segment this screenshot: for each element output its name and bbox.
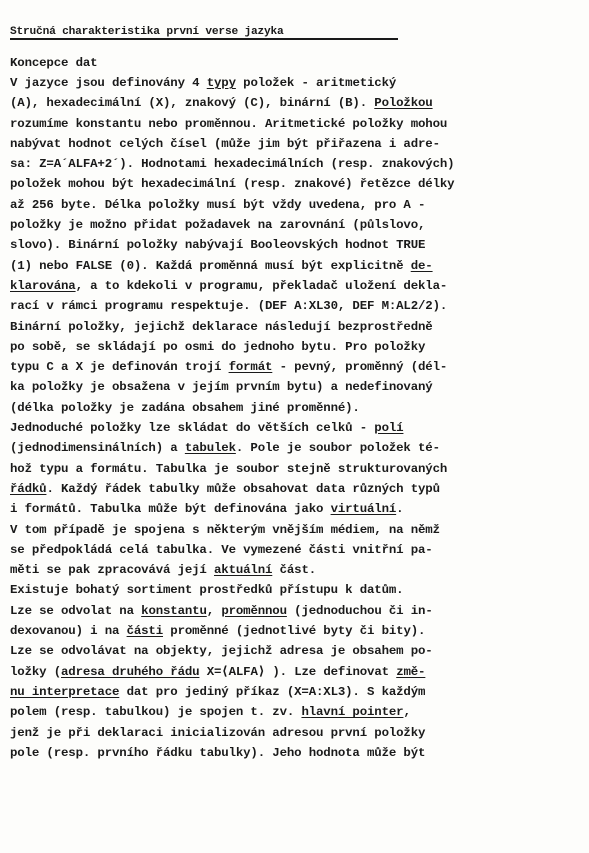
text-line <box>10 540 585 560</box>
underlined-term: nu interpretace <box>10 684 120 699</box>
text-line <box>10 398 585 418</box>
text-segment: . <box>396 502 404 517</box>
underlined-term: aktuální <box>214 563 273 578</box>
text-segment: - pevný, proměnný (dél- <box>272 360 448 375</box>
text-segment: slovo). Binární položky nabývají Booleovských hodnot TRUE <box>10 238 426 253</box>
document-title: Stručná charakteristika první verse jazyka <box>10 26 284 38</box>
text-segment: ka položky je obsažena v jejím prvním bytu) a nedefinovaný <box>10 380 433 395</box>
text-segment: Binární položky, jejichž deklarace následují bezprostředně <box>10 319 433 334</box>
text-line <box>10 276 585 296</box>
text-line <box>10 256 585 276</box>
text-segment: proměnné (jednotlivé byty či bity). <box>163 624 426 639</box>
text-line <box>10 235 585 255</box>
text-segment: část. <box>272 563 317 578</box>
underlined-term: adresa druhého řádu <box>61 664 200 679</box>
underlined-term: části <box>126 624 164 639</box>
underlined-term: tabulek <box>184 441 236 456</box>
text-line <box>10 195 585 215</box>
section-heading: Koncepce dat <box>10 56 98 70</box>
text-line <box>10 499 585 519</box>
text-segment: jenž je při deklaraci inicializován adresou první položky <box>10 725 426 740</box>
text-segment: (A), hexadecimální (X), znakový (C), binární (B). <box>10 96 375 111</box>
text-segment: nabývat hodnot celých čísel (může jim být přiřazena i adre- <box>10 136 440 151</box>
text-segment: hož typu a formátu. Tabulka je soubor stejně strukturovaných <box>10 461 448 476</box>
text-segment: V tom případě je spojena s některým vnějším médiem, na němž <box>10 522 440 537</box>
text-segment: se předpokládá celá tabulka. Ve vymezené části vnitřní pa- <box>10 542 433 557</box>
text-line <box>10 601 585 621</box>
text-line <box>10 520 585 540</box>
text-line <box>10 296 585 316</box>
text-line <box>10 337 585 357</box>
text-line <box>10 114 585 134</box>
text-segment: Jednoduché položky lze skládat do větších celků - <box>10 421 375 436</box>
text-line <box>10 418 585 438</box>
text-line <box>10 560 585 580</box>
underlined-term: klarována <box>10 278 76 293</box>
text-line <box>10 134 585 154</box>
text-segment: až 256 byte. Délka položky musí být vždy uvedena, pro A - <box>10 197 426 212</box>
underlined-term: hlavní pointer <box>301 705 404 720</box>
text-segment: Lze se odvolávat na objekty, jejichž adresa je obsahem po- <box>10 644 433 659</box>
text-line <box>10 723 585 743</box>
text-segment: V jazyce jsou definovány 4 <box>10 76 207 90</box>
underlined-term: změ- <box>396 664 426 679</box>
text-line <box>10 459 585 479</box>
underlined-term: de- <box>410 258 433 273</box>
underlined-term: Položkou <box>374 96 433 111</box>
text-segment: , <box>206 603 222 618</box>
text-segment: X=⟨ALFA⟩ ). Lze definovat <box>199 664 397 679</box>
text-line <box>10 154 585 174</box>
text-segment: položek mohou být hexadecimální (resp. znakové) řetězce délky <box>10 177 455 192</box>
text-line <box>10 662 585 682</box>
text-line <box>10 93 585 113</box>
text-segment: Existuje bohatý sortiment prostředků přístupu k datům. <box>10 583 404 598</box>
text-line <box>10 438 585 458</box>
title-underline <box>10 38 398 40</box>
text-segment: (jednodimensinálních) a <box>10 441 185 456</box>
underlined-term: typy <box>206 76 236 90</box>
text-line <box>10 641 585 661</box>
text-line <box>10 73 585 93</box>
text-segment: položky je možno přidat požadavek na zarovnání (půlslovo, <box>10 218 426 233</box>
text-line <box>10 215 585 235</box>
underlined-term: proměnnou <box>221 603 287 618</box>
underlined-term: virtuální <box>330 502 397 517</box>
underlined-term: řádků <box>10 481 47 496</box>
text-segment: i formátů. Tabulka může být definována jako <box>10 502 331 517</box>
text-line <box>10 317 585 337</box>
text-segment: ložky ( <box>10 664 61 679</box>
body-text <box>10 73 585 763</box>
text-segment: , a to kdekoli v programu, překladač uložení dekla- <box>75 278 448 293</box>
text-segment: sa: Z=A´ALFA+2´). Hodnotami hexadecimálních (resp. znakových) <box>10 157 455 172</box>
text-segment: (délka položky je zadána obsahem jiné proměnné). <box>10 400 360 415</box>
text-segment: typu C a X je definován trojí <box>10 360 229 375</box>
text-segment: . Každý řádek tabulky může obsahovat data různých typů <box>46 481 440 496</box>
text-line <box>10 580 585 600</box>
text-line <box>10 702 585 722</box>
text-segment: , <box>403 705 411 720</box>
text-line <box>10 743 585 763</box>
text-line <box>10 682 585 702</box>
text-segment: měti se pak zpracovává její <box>10 563 214 578</box>
text-segment: rozumíme konstantu nebo proměnnou. Aritmetické položky mohou <box>10 116 448 131</box>
text-segment: . Pole je soubor položek té- <box>235 441 440 456</box>
text-segment: dexovanou) i na <box>10 624 127 639</box>
text-segment: (jednoduchou či in- <box>286 603 433 618</box>
text-line <box>10 357 585 377</box>
text-segment: po sobě, se skládají po osmi do jednoho bytu. Pro položky <box>10 339 426 354</box>
text-line <box>10 621 585 641</box>
text-line <box>10 479 585 499</box>
text-segment: Lze se odvolat na <box>10 603 142 618</box>
underlined-term: polí <box>374 421 404 436</box>
text-segment: pole (resp. prvního řádku tabulky). Jeho hodnota může být <box>10 745 426 760</box>
text-line <box>10 174 585 194</box>
text-segment: položek - aritmetický <box>235 76 397 90</box>
text-segment: rací v rámci programu respektuje. (DEF A:XL30, DEF M:AL2/2). <box>10 299 448 314</box>
text-segment: (1) nebo FALSE (0). Každá proměnná musí být explicitně <box>10 258 411 273</box>
text-segment: polem (resp. tabulkou) je spojen t. zv. <box>10 705 302 720</box>
underlined-term: konstantu <box>141 603 207 618</box>
underlined-term: formát <box>228 360 273 375</box>
text-segment: dat pro jediný příkaz (X=A:XL3). S každým <box>119 684 426 699</box>
text-line <box>10 377 585 397</box>
